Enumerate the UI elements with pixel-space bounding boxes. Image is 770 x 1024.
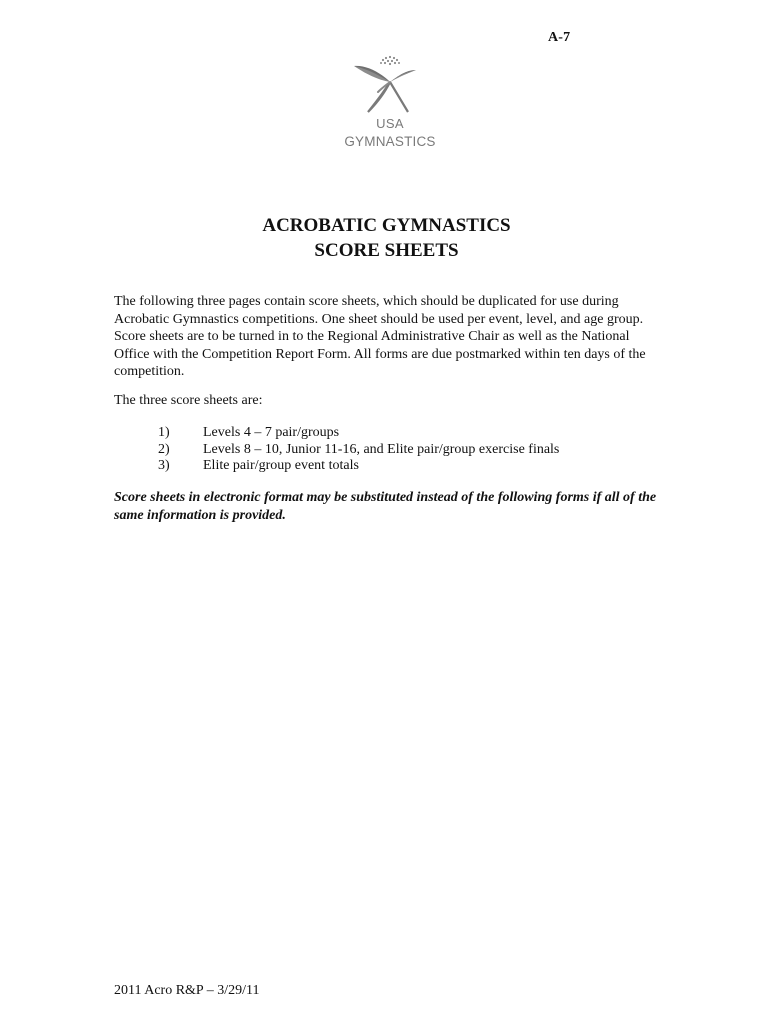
logo-text-gymnastics: GYMNASTICS — [344, 134, 436, 149]
document-title — [0, 213, 770, 263]
gymnast-figure-icon — [320, 52, 460, 116]
logo-text-usa: USA — [376, 116, 404, 131]
intro-line: Office with the Competition Report Form. All forms are due postmarked within ten days of the — [114, 346, 646, 362]
usa-gymnastics-logo — [320, 52, 460, 160]
intro-line: Acrobatic Gymnastics competitions. One sheet should be used per event, level, and age group. — [114, 311, 644, 327]
list-item-number: 2) — [158, 441, 170, 457]
electronic-format-note — [114, 489, 674, 524]
list-intro: The three score sheets are: — [114, 393, 263, 408]
intro-paragraph — [114, 293, 674, 381]
list-item-number: 3) — [158, 458, 170, 473]
title-line-1: ACROBATIC GYMNASTICS — [262, 215, 511, 236]
page-reference: A-7 — [548, 30, 571, 45]
page-footer: 2011 Acro R&P – 3/29/11 — [114, 983, 260, 998]
list-item-number: 1) — [158, 425, 170, 440]
list-item-text: Elite pair/group event totals — [203, 458, 359, 473]
intro-line: competition. — [114, 364, 185, 380]
title-line-2: SCORE SHEETS — [314, 240, 459, 261]
note-line: Score sheets in electronic format may be substituted instead of the following forms if all of the — [114, 490, 657, 505]
intro-line: Score sheets are to be turned in to the Regional Administrative Chair as well as the National — [114, 329, 630, 345]
list-item-text: Levels 8 – 10, Junior 11-16, and Elite pair/group exercise finals — [203, 441, 560, 457]
note-line: same information is provided. — [114, 507, 286, 523]
list-item-text: Levels 4 – 7 pair/groups — [203, 425, 340, 440]
intro-line: The following three pages contain score sheets, which should be duplicated for use during — [114, 294, 619, 309]
